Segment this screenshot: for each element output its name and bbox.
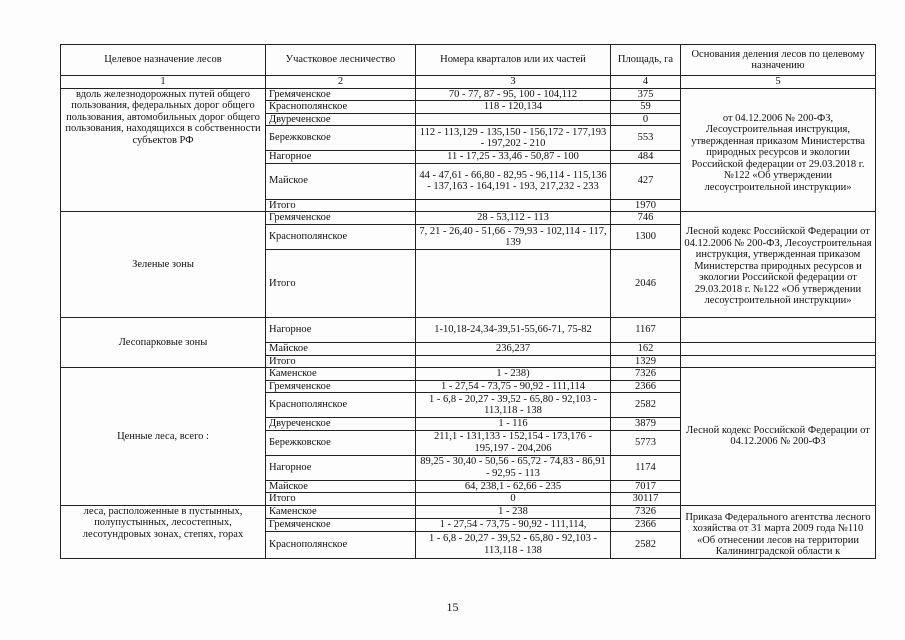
forestry-cell: Гремяченское [266, 518, 416, 531]
forestry-cell: Гремяченское [266, 380, 416, 393]
column-number: 4 [611, 76, 681, 89]
area-cell: 1970 [611, 199, 681, 212]
header-basis: Основания деления лесов по целевому назначению [681, 45, 876, 76]
header-forestry: Участковое лесничество [266, 45, 416, 76]
area-cell: 0 [611, 113, 681, 126]
table-header-row [61, 45, 876, 76]
basis-cell-empty [681, 318, 876, 343]
area-cell: 30117 [611, 493, 681, 506]
purpose-cell: Ценные леса, всего : [61, 368, 266, 506]
quarters-cell: 1 - 27,54 - 73,75 - 90,92 - 111,114 [416, 380, 611, 393]
area-cell: 427 [611, 163, 681, 199]
quarters-cell: 1 - 6,8 - 20,27 - 39,52 - 65,80 - 92,103 - 113,118 - 138 [416, 532, 611, 559]
basis-cell: Приказа Федерального агентства лесного хозяйства от 31 марта 2009 года №110 «Об отнесении лесов на территории Калининградской области к [681, 505, 876, 558]
area-cell: 1167 [611, 318, 681, 343]
area-cell: 162 [611, 343, 681, 356]
quarters-cell: 1-10,18-24,34-39,51-55,66-71, 75-82 [416, 318, 611, 343]
column-number-row [61, 76, 876, 89]
forestry-cell: Двуреченское [266, 418, 416, 431]
forestry-cell: Краснополянское [266, 101, 416, 114]
quarters-cell: 44 - 47,61 - 66,80 - 82,95 - 96,114 - 115,136 - 137,163 - 164,191 - 193, 217,232 - 233 [416, 163, 611, 199]
purpose-cell: леса, расположенные в пустынных, полупустынных, лесостепных, лесотундровых зонах, степях, горах [61, 505, 266, 558]
column-number: 3 [416, 76, 611, 89]
quarters-cell: 1 - 238 [416, 505, 611, 518]
basis-cell: от 04.12.2006 № 200-ФЗ, Лесоустроительная инструкция, утвержденная приказом Министерства природных ресурсов и экологии Российской федерации от 29.03.2018 г. №122 «Об утверждении лесоустроительной инструкции» [681, 88, 876, 212]
area-cell: 1329 [611, 355, 681, 368]
basis-cell-empty [681, 343, 876, 356]
area-cell: 375 [611, 88, 681, 101]
forestry-cell: Гремяченское [266, 88, 416, 101]
area-cell: 2582 [611, 532, 681, 559]
area-cell: 5773 [611, 430, 681, 455]
quarters-cell: 211,1 - 131,133 - 152,154 - 173,176 - 195,197 - 204,206 [416, 430, 611, 455]
forestry-cell: Гремяченское [266, 212, 416, 225]
area-cell: 3879 [611, 418, 681, 431]
area-cell: 553 [611, 126, 681, 151]
quarters-cell: 1 - 27,54 - 73,75 - 90,92 - 111,114, [416, 518, 611, 531]
quarters-cell [416, 250, 611, 318]
forestry-cell: Майское [266, 163, 416, 199]
column-number: 1 [61, 76, 266, 89]
quarters-cell: 118 - 120,134 [416, 101, 611, 114]
forestry-cell: Двуреченское [266, 113, 416, 126]
table-row [61, 368, 876, 381]
forestry-cell: Нагорное [266, 455, 416, 480]
quarters-cell: 236,237 [416, 343, 611, 356]
forestry-cell: Бережковское [266, 430, 416, 455]
area-cell: 484 [611, 151, 681, 164]
purpose-cell: Лесопарковые зоны [61, 318, 266, 368]
quarters-cell [416, 199, 611, 212]
quarters-cell: 64, 238,1 - 62,66 - 235 [416, 480, 611, 493]
forestry-cell: Каменское [266, 505, 416, 518]
quarters-cell: 7, 21 - 26,40 - 51,66 - 79,93 - 102,114 - 117, 139 [416, 225, 611, 250]
forestry-cell: Бережковское [266, 126, 416, 151]
basis-cell-empty [681, 355, 876, 368]
quarters-cell [416, 355, 611, 368]
area-cell: 1300 [611, 225, 681, 250]
forest-purpose-table [60, 44, 876, 559]
area-cell: 2366 [611, 380, 681, 393]
table-row [61, 88, 876, 101]
quarters-cell: 11 - 17,25 - 33,46 - 50,87 - 100 [416, 151, 611, 164]
table-row [61, 212, 876, 225]
column-number: 5 [681, 76, 876, 89]
area-cell: 746 [611, 212, 681, 225]
page-number: 15 [446, 600, 459, 614]
forestry-cell: Майское [266, 343, 416, 356]
forestry-cell: Итого [266, 355, 416, 368]
forestry-cell: Краснополянское [266, 393, 416, 418]
column-number: 2 [266, 76, 416, 89]
quarters-cell: 70 - 77, 87 - 95, 100 - 104,112 [416, 88, 611, 101]
area-cell: 7017 [611, 480, 681, 493]
forestry-cell: Итого [266, 250, 416, 318]
quarters-cell: 0 [416, 493, 611, 506]
purpose-cell: Зеленые зоны [61, 212, 266, 318]
forestry-cell: Майское [266, 480, 416, 493]
table-row [61, 318, 876, 343]
header-area: Площадь, га [611, 45, 681, 76]
basis-cell: Лесной кодекс Российской Федерации от 04.12.2006 № 200-ФЗ, Лесоустроительная инструкция, утвержденная приказом Министерства природных ресурсов и экологии Российской федерации от 29.03.2018 г. №122 «Об утверждении лесоустроительной инструкции» [681, 212, 876, 318]
quarters-cell: 1 - 6,8 - 20,27 - 39,52 - 65,80 - 92,103 - 113,118 - 138 [416, 393, 611, 418]
forestry-cell: Краснополянское [266, 532, 416, 559]
header-quarters: Номера кварталов или их частей [416, 45, 611, 76]
forestry-cell: Нагорное [266, 151, 416, 164]
header-purpose: Целевое назначение лесов [61, 45, 266, 76]
quarters-cell [416, 113, 611, 126]
quarters-cell: 89,25 - 30,40 - 50,56 - 65,72 - 74,83 - 86,91 - 92,95 - 113 [416, 455, 611, 480]
forestry-cell: Краснополянское [266, 225, 416, 250]
area-cell: 2366 [611, 518, 681, 531]
table-row [61, 505, 876, 518]
forestry-cell: Итого [266, 493, 416, 506]
forestry-cell: Каменское [266, 368, 416, 381]
purpose-cell: вдоль железнодорожных путей общего пользования, федеральных дорог общего пользования, автомобильных дорог общего пользования, находящихся в собственности субъектов РФ [61, 88, 266, 212]
quarters-cell: 28 - 53,112 - 113 [416, 212, 611, 225]
quarters-cell: 1 - 116 [416, 418, 611, 431]
forestry-cell: Итого [266, 199, 416, 212]
forestry-cell: Нагорное [266, 318, 416, 343]
area-cell: 7326 [611, 505, 681, 518]
quarters-cell: 1 - 238) [416, 368, 611, 381]
quarters-cell: 112 - 113,129 - 135,150 - 156,172 - 177,193 - 197,202 - 210 [416, 126, 611, 151]
area-cell: 1174 [611, 455, 681, 480]
basis-cell: Лесной кодекс Российской Федерации от 04.12.2006 № 200-ФЗ [681, 368, 876, 506]
area-cell: 2582 [611, 393, 681, 418]
area-cell: 7326 [611, 368, 681, 381]
area-cell: 2046 [611, 250, 681, 318]
area-cell: 59 [611, 101, 681, 114]
